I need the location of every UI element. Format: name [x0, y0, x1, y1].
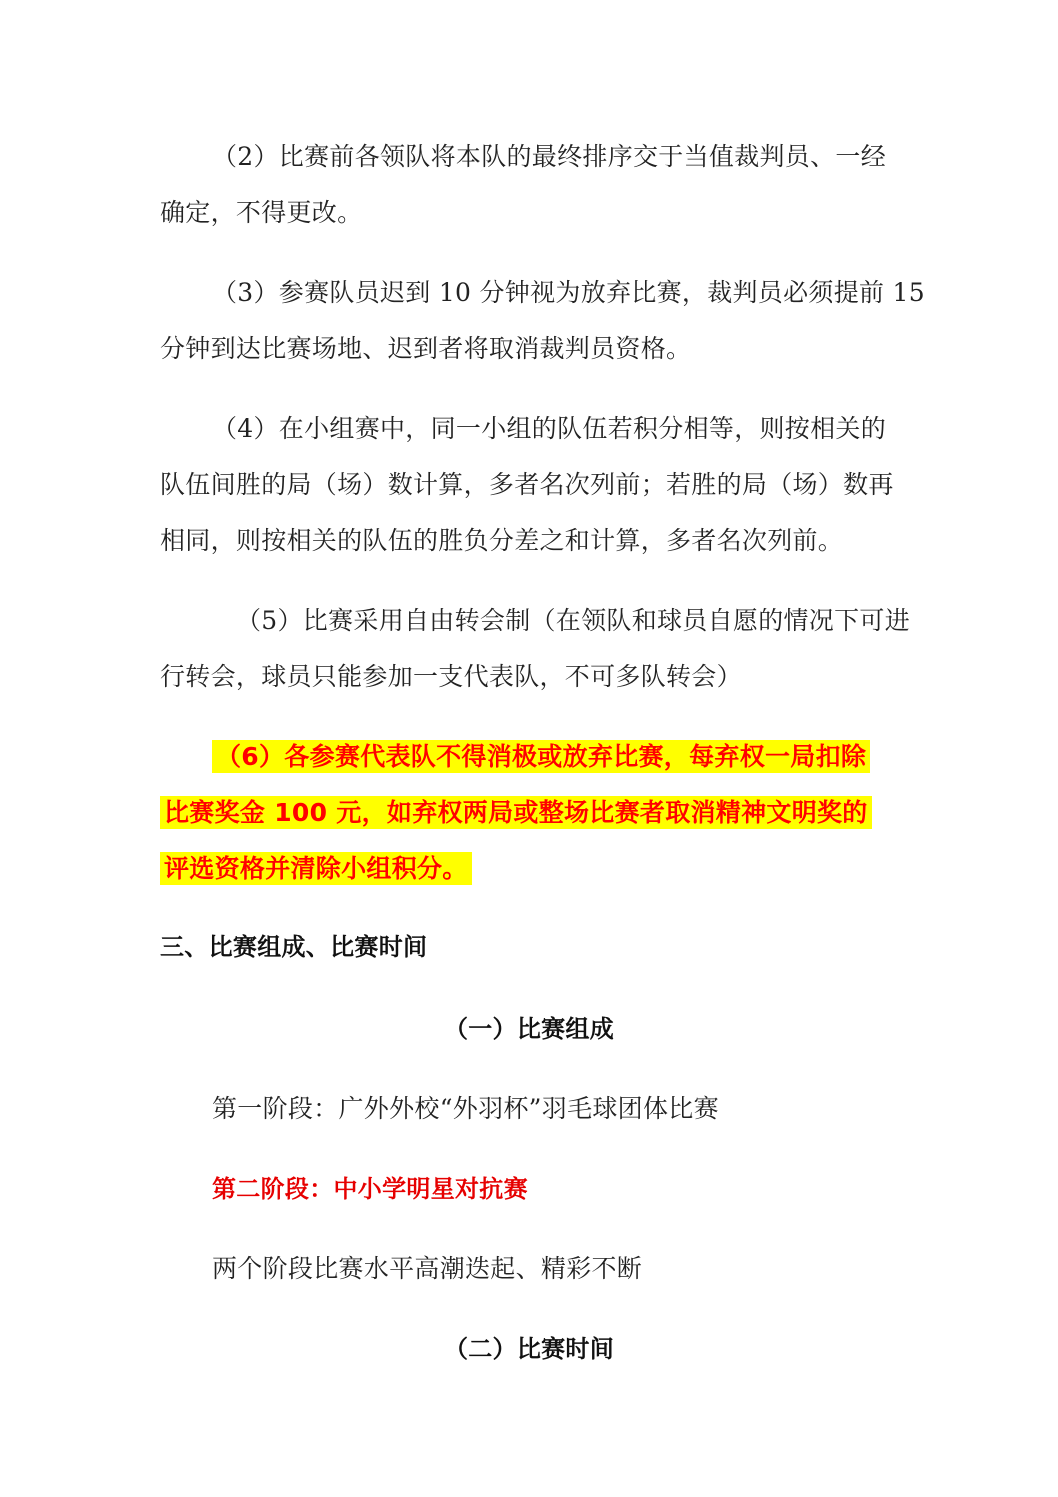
stage-2-text: 第二阶段：中小学明星对抗赛 — [212, 1175, 528, 1203]
rule-4-line-3: 相同，则按相关的队伍的胜负分差之和计算，多者名次列前。 — [160, 526, 844, 555]
rule-3-line-1: （3）参赛队员迟到 10 分钟视为放弃比赛，裁判员必须提前 15 — [212, 278, 925, 307]
rule-6-line-2 — [160, 796, 872, 830]
rule-6-line-3 — [160, 852, 472, 886]
rule-6-highlight-1: （6）各参赛代表队不得消极或放弃比赛，每弃权一局扣除 — [212, 740, 870, 773]
rule-4-line-2: 队伍间胜的局（场）数计算，多者名次列前；若胜的局（场）数再 — [160, 470, 894, 499]
rule-6-highlight-2: 比赛奖金 100 元，如弃权两局或整场比赛者取消精神文明奖的 — [160, 796, 872, 829]
stages-summary-text: 两个阶段比赛水平高潮迭起、精彩不断 — [212, 1254, 643, 1283]
rule-6-line-1 — [212, 740, 870, 774]
rule-2-line-2: 确定，不得更改。 — [160, 198, 363, 227]
subsection-1-heading: （一）比赛组成 — [443, 1015, 615, 1043]
subsection-2-heading: （二）比赛时间 — [443, 1335, 615, 1363]
section-3-heading: 三、比赛组成、比赛时间 — [160, 933, 428, 961]
rule-5-line-2: 行转会，球员只能参加一支代表队，不可多队转会） — [160, 662, 742, 691]
rule-5-line-1: （5）比赛采用自由转会制（在领队和球员自愿的情况下可进 — [236, 606, 911, 635]
stage-1-text: 第一阶段：广外外校“外羽杯”羽毛球团体比赛 — [212, 1094, 719, 1123]
rule-2-line-1: （2）比赛前各领队将本队的最终排序交于当值裁判员、一经 — [212, 142, 887, 171]
rule-4-line-1: （4）在小组赛中，同一小组的队伍若积分相等，则按相关的 — [212, 414, 887, 443]
rule-6-highlight-3: 评选资格并清除小组积分。 — [160, 852, 472, 885]
rule-3-line-2: 分钟到达比赛场地、迟到者将取消裁判员资格。 — [160, 334, 692, 363]
